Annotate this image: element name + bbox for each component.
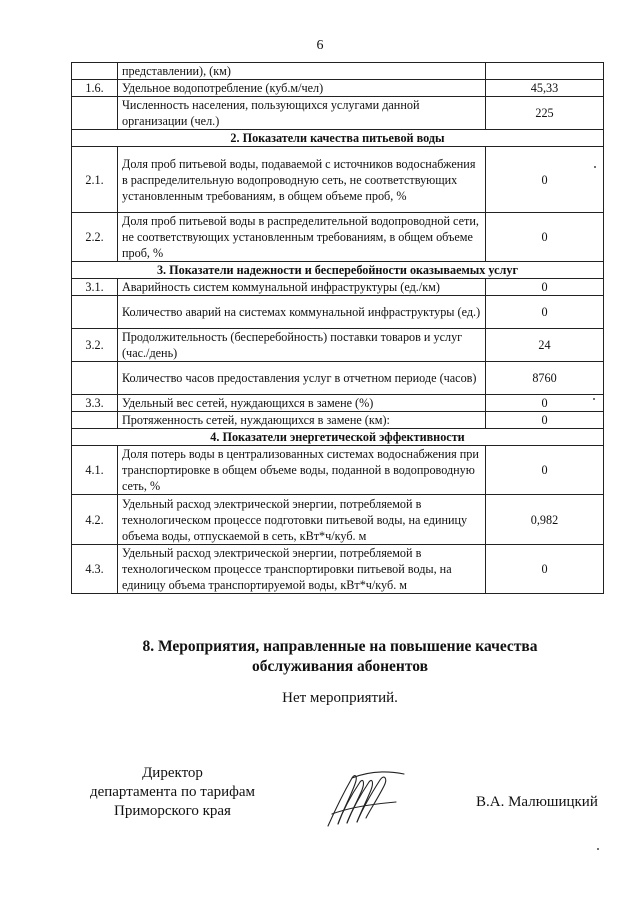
signer-title-line-1: Директор bbox=[142, 765, 203, 781]
indicator-value: 45,33 bbox=[486, 80, 604, 97]
indicator-value: 0 bbox=[486, 446, 604, 495]
indicator-name: представлении), (км) bbox=[118, 63, 486, 80]
section-8-heading-line-2: обслуживания абонентов bbox=[252, 658, 428, 675]
table-row bbox=[72, 329, 604, 362]
indicators-table-body bbox=[72, 63, 604, 594]
indicator-number: 4.1. bbox=[72, 446, 118, 495]
indicator-value: 8760 bbox=[486, 362, 604, 395]
indicator-number: 4.3. bbox=[72, 545, 118, 594]
table-row bbox=[72, 495, 604, 545]
section-header-row bbox=[72, 262, 604, 279]
indicator-name: Протяженность сетей, нуждающихся в замене (км): bbox=[118, 412, 486, 429]
indicator-value: 0,982 bbox=[486, 495, 604, 545]
indicator-number: 2.2. bbox=[72, 213, 118, 262]
indicator-number: 3.2. bbox=[72, 329, 118, 362]
section-title: 3. Показатели надежности и бесперебойности оказываемых услуг bbox=[72, 262, 604, 279]
indicator-number bbox=[72, 362, 118, 395]
indicator-number bbox=[72, 296, 118, 329]
indicator-name: Доля проб питьевой воды, подаваемой с источников водоснабжения в распределительную водопроводную сеть, не соответствующих установленным требованиям, в общем объеме проб, % bbox=[118, 147, 486, 213]
no-measures-text: Нет мероприятий. bbox=[282, 690, 398, 706]
section-title: 4. Показатели энергетической эффективности bbox=[72, 429, 604, 446]
indicator-name: Количество аварий на системах коммунальной инфраструктуры (ед.) bbox=[118, 296, 486, 329]
signer-title bbox=[80, 764, 265, 821]
table-row bbox=[72, 147, 604, 213]
section-header-row bbox=[72, 130, 604, 147]
table-row bbox=[72, 279, 604, 296]
indicator-value: 0 bbox=[486, 545, 604, 594]
indicators-table bbox=[71, 62, 604, 594]
indicator-name: Удельный вес сетей, нуждающихся в замене (%) bbox=[118, 395, 486, 412]
indicator-value: 0 bbox=[486, 296, 604, 329]
table-row bbox=[72, 296, 604, 329]
indicator-name: Доля проб питьевой воды в распределительной водопроводной сети, не соответствующих установленным требованиям, в общем объеме проб, % bbox=[118, 213, 486, 262]
handwritten-signature bbox=[322, 768, 412, 830]
section-8-heading bbox=[0, 637, 640, 677]
indicator-number bbox=[72, 412, 118, 429]
table-row bbox=[72, 213, 604, 262]
table-row bbox=[72, 63, 604, 80]
indicator-name: Удельное водопотребление (куб.м/чел) bbox=[118, 80, 486, 97]
table-row bbox=[72, 412, 604, 429]
indicator-value: 0 bbox=[486, 147, 604, 213]
table-row bbox=[72, 80, 604, 97]
table-row bbox=[72, 545, 604, 594]
signer-title-line-3: Приморского края bbox=[114, 803, 231, 819]
page-number: 6 bbox=[316, 38, 324, 53]
indicator-name: Количество часов предоставления услуг в отчетном периоде (часов) bbox=[118, 362, 486, 395]
indicator-value: 0 bbox=[486, 279, 604, 296]
indicator-name: Аварийность систем коммунальной инфраструктуры (ед./км) bbox=[118, 279, 486, 296]
indicator-name: Численность населения, пользующихся услугами данной организации (чел.) bbox=[118, 97, 486, 130]
signer-name: В.А. Малюшицкий bbox=[476, 794, 598, 810]
indicator-number: 3.1. bbox=[72, 279, 118, 296]
indicator-value bbox=[486, 63, 604, 80]
indicator-number: 2.1. bbox=[72, 147, 118, 213]
indicator-number: 4.2. bbox=[72, 495, 118, 545]
indicator-name: Удельный расход электрической энергии, потребляемой в технологическом процессе подготовки питьевой воды, на единицу объема воды, отпускаемой в сеть, кВт*ч/куб. м bbox=[118, 495, 486, 545]
scan-speck bbox=[597, 848, 599, 850]
table-row bbox=[72, 362, 604, 395]
indicator-value: 225 bbox=[486, 97, 604, 130]
indicator-value: 0 bbox=[486, 395, 604, 412]
scan-speck bbox=[593, 398, 595, 400]
indicator-number bbox=[72, 63, 118, 80]
table-row bbox=[72, 395, 604, 412]
table-row bbox=[72, 97, 604, 130]
section-header-row bbox=[72, 429, 604, 446]
indicator-number: 3.3. bbox=[72, 395, 118, 412]
indicator-number bbox=[72, 97, 118, 130]
indicator-name: Удельный расход электрической энергии, потребляемой в технологическом процессе транспортировки питьевой воды, на единицу объема транспортируемой воды, кВт*ч/куб. м bbox=[118, 545, 486, 594]
indicator-number: 1.6. bbox=[72, 80, 118, 97]
section-title: 2. Показатели качества питьевой воды bbox=[72, 130, 604, 147]
indicator-value: 0 bbox=[486, 412, 604, 429]
indicator-value: 0 bbox=[486, 213, 604, 262]
indicator-name: Доля потерь воды в централизованных системах водоснабжения при транспортировке в общем объеме воды, поданной в водопроводную сеть, % bbox=[118, 446, 486, 495]
indicator-name: Продолжительность (бесперебойность) поставки товаров и услуг (час./день) bbox=[118, 329, 486, 362]
section-8-heading-line-1: 8. Мероприятия, направленные на повышение качества bbox=[142, 638, 538, 655]
indicator-value: 24 bbox=[486, 329, 604, 362]
table-row bbox=[72, 446, 604, 495]
signer-title-line-2: департамента по тарифам bbox=[89, 784, 256, 800]
scan-speck bbox=[594, 166, 596, 168]
